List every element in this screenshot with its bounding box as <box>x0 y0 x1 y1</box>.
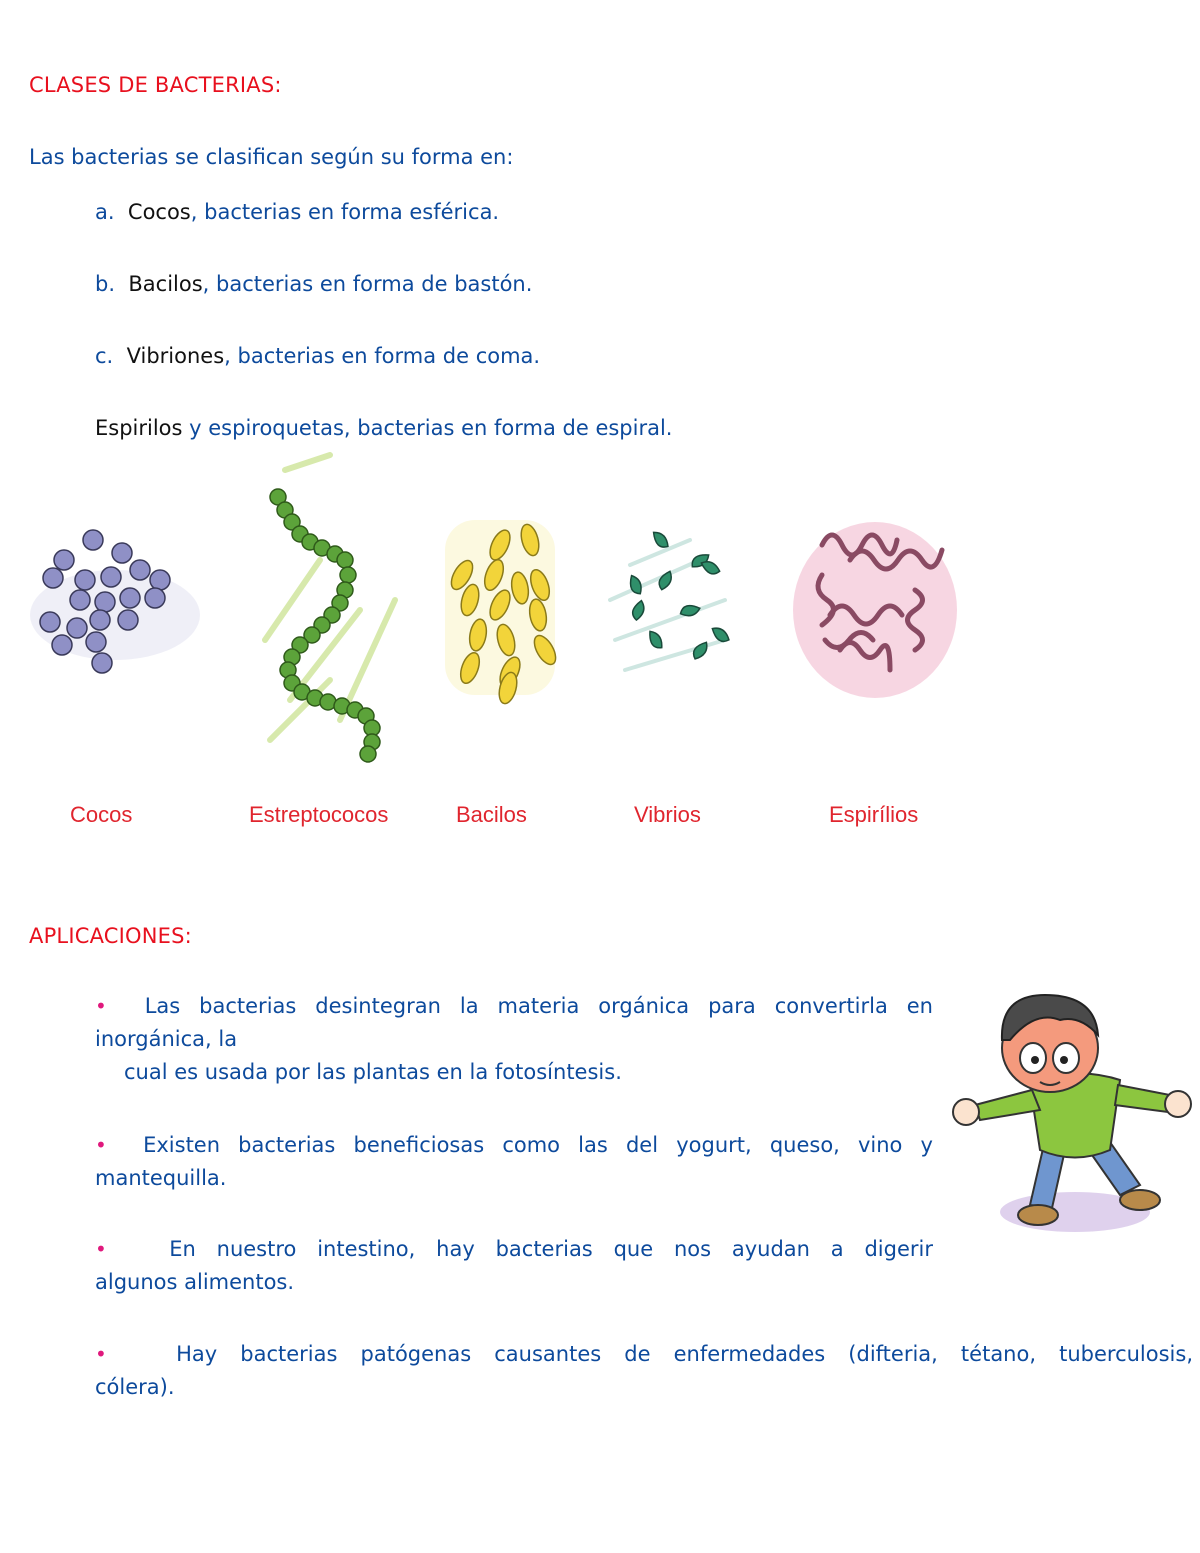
coco-cell <box>86 632 106 652</box>
bullet-text: Hay bacterias patógenas causantes de enfermedades (difteria, tétano, tuberculosis, <box>176 1342 1194 1366</box>
bullet-text: En nuestro intestino, hay bacterias que nos ayudan a digerir <box>169 1237 933 1261</box>
section-title-clases: CLASES DE BACTERIAS: <box>29 73 282 97</box>
caption-estreptococos: Estreptococos <box>249 802 389 827</box>
item-desc: , bacterias en forma de bastón. <box>202 272 533 296</box>
estreptococo-cell <box>340 567 356 583</box>
bullet-text: Las bacterias desintegran la materia orgánica para convertirla en <box>144 994 933 1018</box>
item-desc: , bacterias en forma de coma. <box>224 344 541 368</box>
right-shoe <box>1120 1190 1160 1210</box>
bullet-item <box>95 1233 933 1299</box>
bullet-icon: • <box>95 994 107 1018</box>
bullet-item <box>95 990 933 1089</box>
coco-cell <box>150 570 170 590</box>
item-mid: y espiroquetas <box>182 416 344 440</box>
bullet-text: cólera). <box>95 1375 175 1399</box>
caption-bacilos: Bacilos <box>456 802 527 827</box>
left-shoe <box>1018 1205 1058 1225</box>
bullet-icon: • <box>95 1133 107 1157</box>
item-name: Bacilos <box>128 272 203 296</box>
intro-text: Las bacterias se clasifican según su forma en: <box>29 145 514 169</box>
item-name: Cocos <box>127 200 191 224</box>
coco-cell <box>118 610 138 630</box>
vibrio-cell <box>646 629 665 651</box>
bullet-text: inorgánica, la <box>95 1027 238 1051</box>
coco-cell <box>90 610 110 630</box>
bullet-text: cual es usada por las plantas en la fotosíntesis. <box>124 1060 622 1084</box>
bullet-item <box>95 1338 1193 1404</box>
bullet-text: mantequilla. <box>95 1166 227 1190</box>
coco-cell <box>43 568 63 588</box>
left-hand <box>953 1099 979 1125</box>
section-title-aplicaciones: APLICACIONES: <box>29 924 192 948</box>
coco-cell <box>54 550 74 570</box>
caption-vibrios: Vibrios <box>634 802 701 827</box>
item-desc: , bacterias en forma esférica. <box>190 200 500 224</box>
bullet-text: Existen bacterias beneficiosas como las del yogurt, queso, vino y <box>143 1133 933 1157</box>
bullet-item <box>95 1129 933 1195</box>
caption-espirilios: Espirílios <box>829 802 919 827</box>
boy-illustration <box>953 995 1191 1232</box>
estreptococo-cell <box>337 552 353 568</box>
bullet-icon: • <box>95 1342 107 1366</box>
eye <box>1060 1056 1068 1064</box>
coco-cell <box>40 612 60 632</box>
coco-cell <box>92 653 112 673</box>
item-desc: , bacterias en forma de espiral. <box>343 416 673 440</box>
coco-cell <box>83 530 103 550</box>
coco-cell <box>75 570 95 590</box>
list-marker: c. <box>95 344 114 368</box>
coco-cell <box>112 543 132 563</box>
bullet-text: algunos alimentos. <box>95 1270 295 1294</box>
list-marker: a. <box>95 200 115 224</box>
coco-cell <box>120 588 140 608</box>
item-name: Vibriones <box>126 344 225 368</box>
list-marker: b. <box>95 272 116 296</box>
vibrio-cell <box>630 599 646 621</box>
item-name: Espirilos <box>95 416 183 440</box>
right-arm <box>1115 1085 1170 1112</box>
estreptococo-cell <box>360 746 376 762</box>
coco-cell <box>67 618 87 638</box>
caption-cocos: Cocos <box>70 802 133 827</box>
coco-cell <box>70 590 90 610</box>
vibrio-cell <box>679 604 700 617</box>
eye <box>1031 1056 1039 1064</box>
coco-cell <box>52 635 72 655</box>
espiril-wash <box>793 522 957 698</box>
right-hand <box>1165 1091 1191 1117</box>
coco-cell <box>95 592 115 612</box>
left-arm <box>975 1090 1040 1120</box>
bullet-icon: • <box>95 1237 107 1261</box>
coco-cell <box>145 588 165 608</box>
coco-cell <box>101 567 121 587</box>
coco-cell <box>130 560 150 580</box>
